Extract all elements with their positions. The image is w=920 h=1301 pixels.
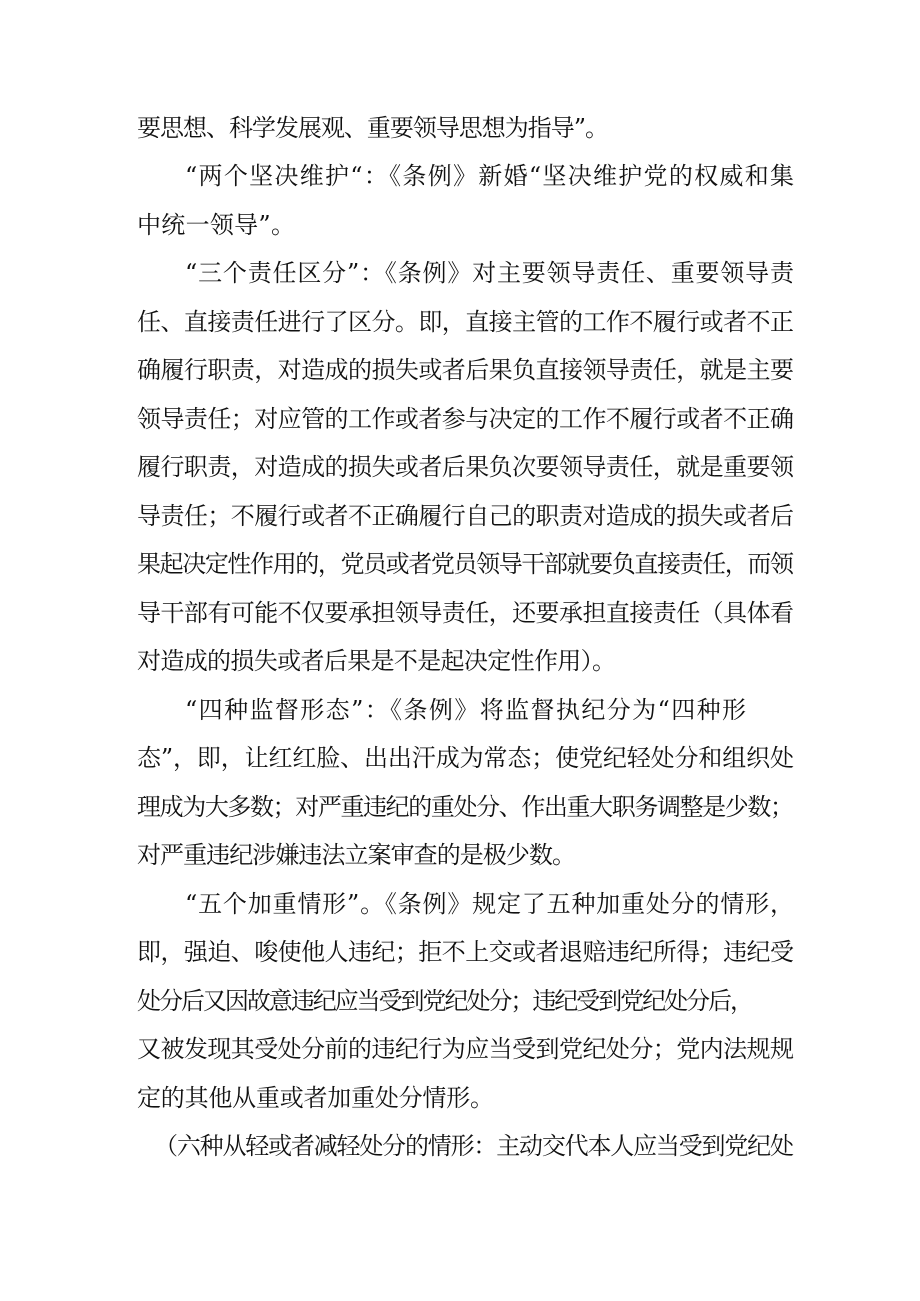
text-line-7: 领导责任；对应管的工作或者参与决定的工作不履行或者不正确: [137, 405, 794, 433]
text-line-11: 导干部有可能不仅要承担领导责任，还要承担直接责任（具体看: [137, 599, 794, 627]
text-line-8: 履行职责，对造成的损失或者后果负次要领导责任，就是重要领: [137, 453, 794, 481]
text-line-13: “四种监督形态”：《条例》将监督执纪分为“四种形: [185, 696, 748, 724]
text-line-1: 要思想、科学发展观、重要领导思想为指导”。: [137, 114, 608, 142]
text-line-6: 确履行职责，对造成的损失或者后果负直接领导责任，就是主要: [137, 356, 794, 384]
text-line-22: （六种从轻或者减轻处分的情形：主动交代本人应当受到党纪处: [154, 1132, 793, 1160]
text-line-4: “三个责任区分”：《条例》对主要领导责任、重要领导责: [185, 259, 795, 287]
text-line-20: 又被发现其受处分前的违纪行为应当受到党纪处分；党内法规规: [137, 1035, 794, 1063]
text-line-5: 任、直接责任进行了区分。即，直接主管的工作不履行或者不正: [137, 308, 794, 336]
text-line-3: 中统一领导”。: [137, 211, 296, 239]
text-line-18: 即，强迫、唆使他人违纪；拒不上交或者退赔违纪所得；违纪受: [137, 938, 794, 966]
text-line-2: “两个坚决维护“：《条例》新婚“坚决维护党的权威和集: [185, 162, 796, 190]
text-line-19: 处分后又因故意违纪应当受到党纪处分；违纪受到党纪处分后，: [137, 987, 752, 1015]
text-line-16: 对严重违纪涉嫌违法立案审查的是极少数。: [137, 841, 576, 869]
text-line-10: 果起决定性作用的，党员或者党员领导干部就要负直接责任，而领: [137, 550, 793, 578]
text-line-12: 对造成的损失或者后果是不是起决定性作用）。: [137, 647, 616, 675]
text-line-9: 导责任；不履行或者不正确履行自己的职责对造成的损失或者后: [137, 502, 794, 530]
text-line-15: 理成为大多数；对严重违纪的重处分、作出重大职务调整是少数；: [137, 793, 793, 821]
text-line-14: 态”，即，让红红脸、出出汗成为常态；使党纪轻处分和组织处: [137, 744, 794, 772]
text-line-21: 定的其他从重或者加重处分情形。: [137, 1084, 494, 1112]
text-line-17: “五个加重情形”。《条例》规定了五种加重处分的情形，: [185, 890, 795, 918]
